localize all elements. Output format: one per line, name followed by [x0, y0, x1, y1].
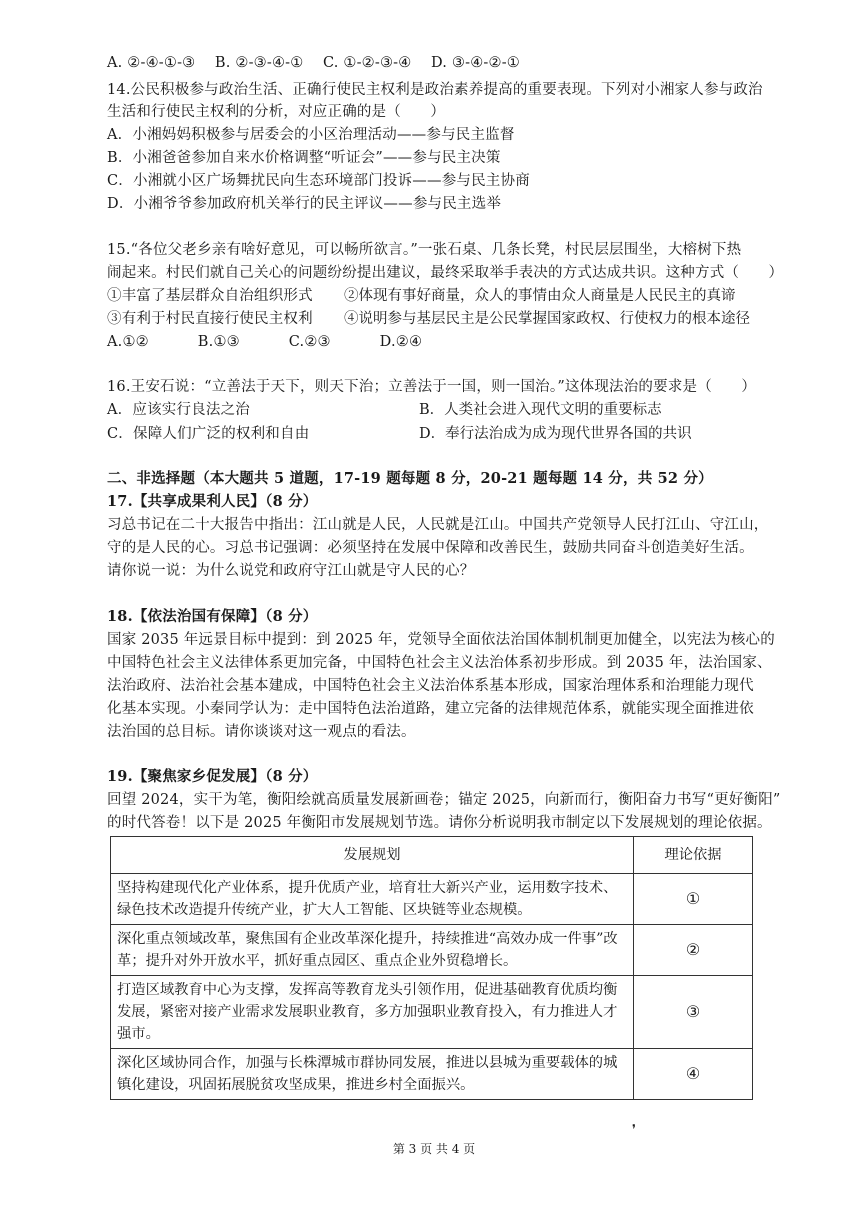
- q16-option-a: A．应该实行良法之治: [107, 402, 250, 418]
- q15-statement-1: ①丰富了基层群众自治组织形式: [107, 288, 313, 304]
- q16-option-d: D．奉行法治成为成为现代世界各国的共识: [419, 426, 692, 442]
- q16-option-b: B．人类社会进入现代文明的重要标志: [419, 402, 662, 418]
- header-basis: 理论依据: [634, 837, 753, 874]
- q17-line1: 习总书记在二十大报告中指出：江山就是人民，人民就是江山。中国共产党领导人民打江山、守江山，: [107, 517, 769, 533]
- q17-line2: 守的是人民的心。习总书记强调：必须坚持在发展中保障和改善民生，鼓励共同奋斗创造美好生活。: [107, 540, 754, 556]
- plan-cell: 坚持构建现代化产业体系，提升优质产业，培育壮大新兴产业，运用数字技术、绿色技术改造提升传统产业，扩大人工智能、区块链等业态规模。: [111, 874, 634, 925]
- q15-statement-2: ②体现有事好商量，众人的事情由众人商量是人民民主的真谛: [344, 288, 736, 304]
- q15-stem-line2: 闹起来。村民们就自己关心的问题纷纷提出建议，最终采取举手表决的方式达成共识。这种方式（ ）: [107, 265, 784, 281]
- q16-stem: 16.王安石说：“立善法于天下，则天下治；立善法于一国，则一国治。”这体现法治的要求是（ ）: [107, 379, 757, 395]
- header-plan: 发展规划: [111, 837, 634, 874]
- q18-line5: 法治国的总目标。请你谈谈对这一观点的看法。: [107, 724, 416, 740]
- section2-title: 二、非选择题（本大题共 5 道题，17-19 题每题 8 分，20-21 题每题 14 分，共 52 分）: [107, 470, 713, 487]
- plan-cell: 打造区域教育中心为支撑，发挥高等教育龙头引领作用，促进基础教育优质均衡发展，紧密对接产业需求发展职业教育，多方加强职业教育投入，有力推进人才强市。: [111, 976, 634, 1049]
- q15-stem-line1: 15.“各位父老乡亲有啥好意见，可以畅所欲言。”一张石桌、几条长凳，村民层层围坐，大榕树下热: [107, 242, 742, 258]
- basis-cell: ④: [634, 1049, 753, 1100]
- q14-option-d: D．小湘爷爷参加政府机关举行的民主评议——参与民主选举: [107, 196, 502, 212]
- basis-cell: ③: [634, 976, 753, 1049]
- table-row: [111, 976, 753, 1049]
- q13-options: A. ②-④-①-③ B. ②-③-④-① C. ①-②-③-④ D. ③-④-②-①: [107, 55, 520, 71]
- q19-line2: 的时代答卷！以下是 2025 年衡阳市发展规划节选。请你分析说明我市制定以下发展规划的理论依据。: [107, 815, 772, 831]
- plan-cell: 深化区域协同合作，加强与长株潭城市群协同发展，推进以县城为重要载体的城镇化建设，巩固拓展脱贫攻坚成果，推进乡村全面振兴。: [111, 1049, 634, 1100]
- q18-line3: 法治政府、法治社会基本建成，中国特色社会主义法治体系基本形成，国家治理体系和治理能力现代: [107, 678, 754, 694]
- q15-options: A.①② B.①③ C.②③ D.②④: [107, 334, 423, 350]
- q16-option-c: C．保障人们广泛的权利和自由: [107, 426, 310, 442]
- q15-statement-4: ④说明参与基层民主是公民掌握国家政权、行使权力的根本途径: [344, 311, 750, 327]
- table-header-row: [111, 837, 753, 874]
- q18-line1: 国家 2035 年远景目标中提到：到 2025 年，党领导全面依法治国体制机制更加健全，以宪法为核心的: [107, 632, 775, 648]
- q14-option-a: A．小湘妈妈积极参与居委会的小区治理活动——参与民主监督: [107, 127, 515, 143]
- q18-line2: 中国特色社会主义法律体系更加完备，中国特色社会主义法治体系初步形成。到 2035 年，法治国家、: [107, 655, 772, 671]
- q14-stem-line2: 生活和行使民主权利的分析，对应正确的是（ ）: [107, 104, 446, 120]
- q14-option-b: B．小湘爸爸参加自来水价格调整“听证会”——参与民主决策: [107, 150, 501, 166]
- table-row: [111, 874, 753, 925]
- page-footer: 第 3 页 共 4 页: [392, 1142, 476, 1156]
- q14-option-c: C．小湘就小区广场舞扰民向生态环境部门投诉——参与民主协商: [107, 173, 530, 189]
- table-row: [111, 925, 753, 976]
- q15-statement-3: ③有利于村民直接行使民主权利: [107, 311, 313, 327]
- q19-title: 19.【聚焦家乡促发展】（8 分）: [107, 768, 318, 785]
- q19-line1: 回望 2024，实干为笔，衡阳绘就高质量发展新画卷；锚定 2025，向新而行，衡阳奋力书写“更好衡阳”: [107, 792, 781, 808]
- q14-stem-line1: 14.公民积极参与政治生活、正确行使民主权利是政治素养提高的重要表现。下列对小湘家人参与政治: [107, 82, 763, 98]
- basis-cell: ①: [634, 874, 753, 925]
- q17-title: 17.【共享成果利人民】（8 分）: [107, 493, 318, 510]
- q18-line4: 化基本实现。小秦同学认为：走中国特色法治道路，建立完备的法律规范体系，就能实现全面推进依: [107, 701, 754, 717]
- q17-line3: 请你说一说：为什么说党和政府守江山就是守人民的心？: [107, 563, 475, 579]
- plan-cell: 深化重点领域改革，聚焦国有企业改革深化提升，持续推进“高效办成一件事”改革；提升对外开放水平，抓好重点园区、重点企业外贸稳增长。: [111, 925, 634, 976]
- basis-cell: ②: [634, 925, 753, 976]
- q18-title: 18.【依法治国有保障】（8 分）: [107, 608, 318, 625]
- development-plan-table: [110, 836, 753, 1100]
- stray-mark: ❜: [632, 1122, 636, 1136]
- table-row: [111, 1049, 753, 1100]
